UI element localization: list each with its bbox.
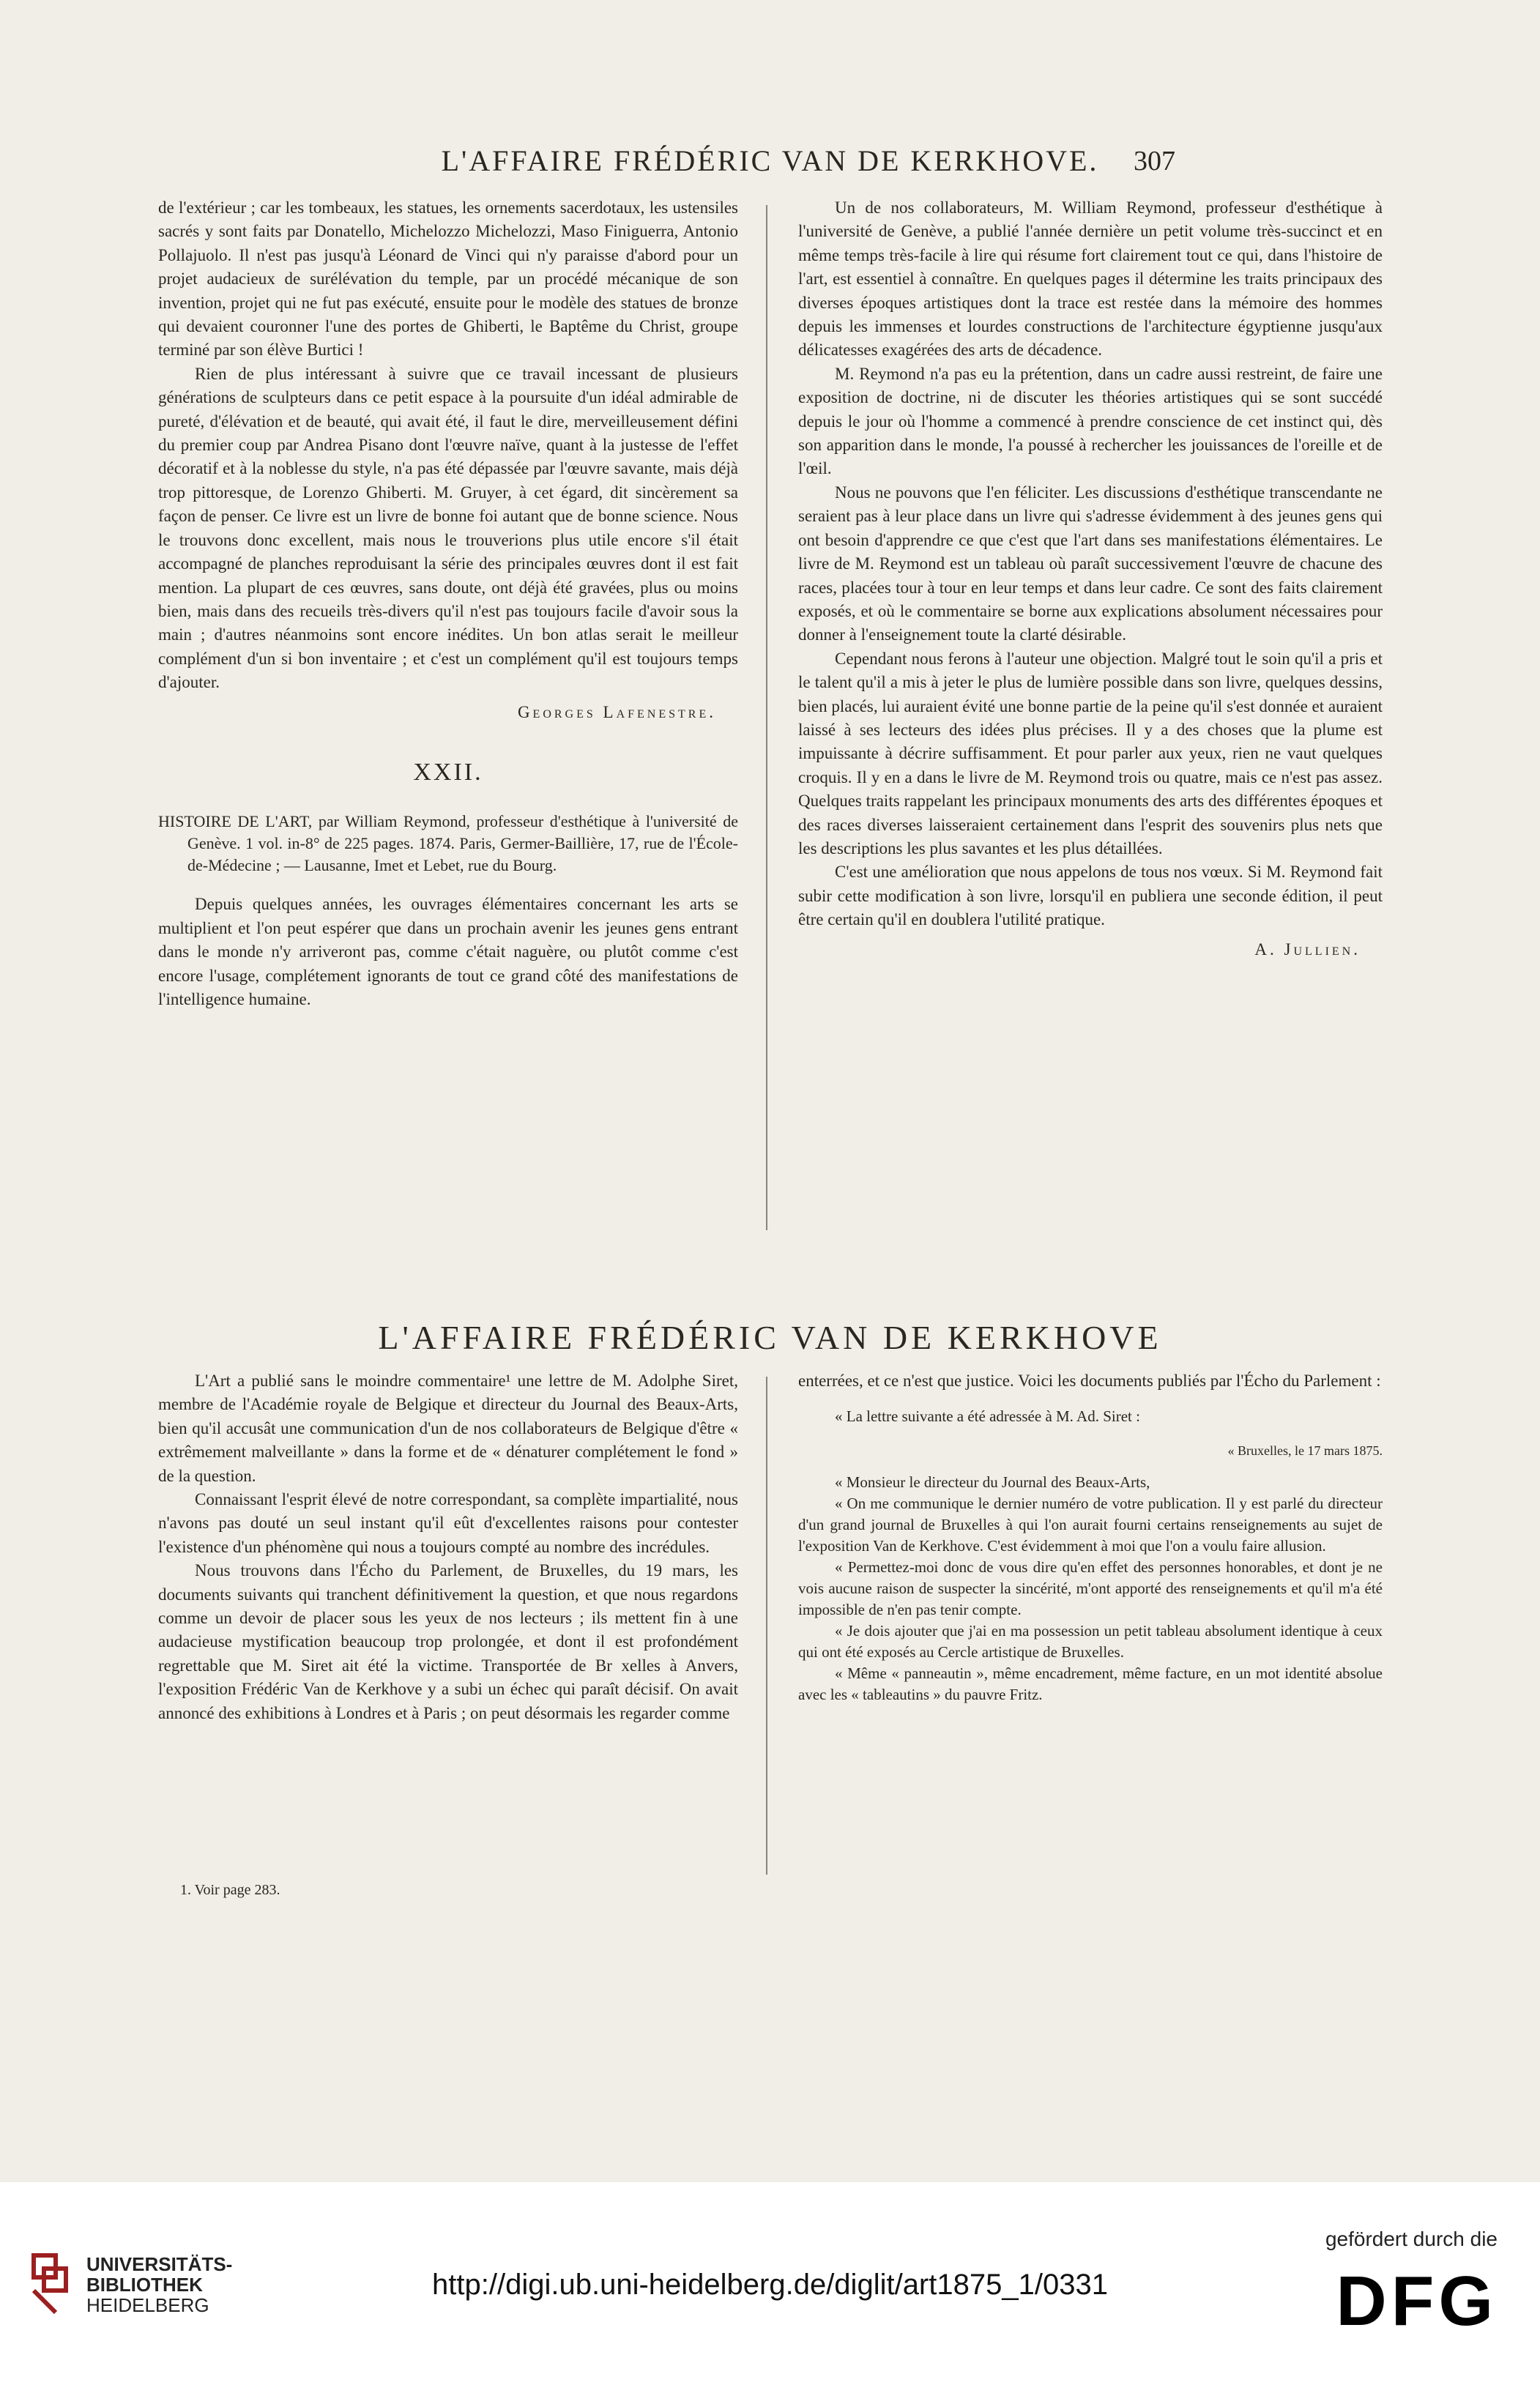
paragraph: « Même « panneautin », même encadrement, même facture, en un mot identité absolue avec les « tableautins » du pauvre Fritz. (798, 1664, 1383, 1704)
paragraph: Nous ne pouvons que l'en féliciter. Les discussions d'esthétique transcendante ne seraient pas à leur place dans un livre qui s'adresse évidemment à des jeunes gens qui ont besoin d'apprendre ce que c'est que l'art dans ses manifestations élémentaires. Le livre de M. Reymond est un tableau où paraît successivement l'œuvre de chacune des races, placées tour à tour en leur temps et dans leur cadre. Ce sont des faits clairement exposés, et où le commentaire se borne aux explications absolument nécessaires pour donner à l'enseignement toute la clarté désirable. (798, 483, 1383, 644)
paragraph: M. Reymond n'a pas eu la prétention, dans un cadre aussi restreint, de faire une exposition de doctrine, ni de discuter les théories artistiques qui se sont succédé depuis le jour où l'homme a commencé à prendre conscience de cet instinct qui, dès son apparition dans le monde, l'a poussé à rechercher les jouissances de l'oreille et de l'œil. (798, 364, 1383, 478)
article-title: L'AFFAIRE FRÉDÉRIC VAN DE KERKHOVE (378, 1319, 1162, 1356)
right-column (798, 196, 1383, 961)
signature: Georges Lafenestre. (517, 702, 716, 721)
letter-date: « Bruxelles, le 17 mars 1875. (1227, 1443, 1383, 1459)
paragraph: « La lettre suivante a été adressée à M. Ad. Siret : (835, 1407, 1140, 1426)
column-rule (766, 205, 767, 1230)
section-heading: XXII. (413, 758, 483, 786)
library-name-line: BIBLIOTHEK (86, 2274, 203, 2296)
paragraph: de l'extérieur ; car les tombeaux, les statues, les ornements sacerdotaux, les ustensiles sacrés y sont faits par Donatello, Michelozzo Michelozzi, Maso Finiguerra, Antonio Pollajuolo. Il n'est pas jusqu'à Léonard de Vinci qui n'y paraisse d'abord pour un projet audacieux de surélévation du temple, par un procédé mécanique de son invention, projet qui ne fut pas exécuté, ensuite pour le modèle des statues de bronze qui devaient couronner l'une des portes de Ghiberti, le Baptême du Christ, groupe terminé par son élève Burtici ! (158, 198, 738, 360)
signature: A. Jullien. (1254, 940, 1361, 959)
paragraph: C'est une amélioration que nous appelons de tous nos vœux. Si M. Reymond fait subir cette modification à son livre, lorsqu'il en publiera une seconde édition, il peut être certain qu'il en doublera l'utilité pratique. (798, 863, 1383, 929)
paragraph: Cependant nous ferons à l'auteur une objection. Malgré tout le soin qu'il a pris et le talent qu'il a mis à jeter le plus de lumière possible dans son livre, quelques dessins, bien placés, lui auraient évité une bonne partie de la peine qu'il s'est donnée et auraient laissé à ses lecteurs des idées plus précises. Il y a des choses que la plume est impuissante à décrire suffisamment. Et pour parler aux yeux, rien ne vaut quelques croquis. Il y en a dans le livre de M. Reymond trois ou quatre, mais ce n'est pas assez. Quelques traits rappelant les principaux monuments des arts des différentes époques et des races diverses laisseraient certainement dans l'esprit des souvenirs plus nets que les descriptions les plus savantes et les plus détaillées. (798, 649, 1383, 857)
article-right-column (798, 1369, 1383, 1705)
dfg-logo: DFG (1336, 2262, 1498, 2340)
library-name-line: HEIDELBERG (86, 2294, 209, 2316)
paragraph: L'Art a publié sans le moindre commentaire¹ une lettre de M. Adolphe Siret, membre de l'Académie royale de Belgique et directeur du Journal des Beaux-Arts, bien qu'il accusât une communication d'un de nos collaborateurs de Belgique d'être « extrêmement malveillante » dans la forme et de « dénaturer complétement le fond » de la question. (158, 1372, 738, 1485)
paragraph: « Permettez-moi donc de vous dire qu'en effet des personnes honorables, et dont je ne vois aucune raison de suspecter la sincérité, m'ont apporté des renseignements et qu'il m'a été impossible de n'en pas tenir compte. (798, 1558, 1383, 1619)
paragraph: Depuis quelques années, les ouvrages élémentaires concernant les arts se multiplient et l'on peut espérer que dans un prochain avenir les jeunes gens entrant dans le monde n'y arriveront pas, comme c'était naguère, ou plutôt comme c'est encore l'usage, complétement ignorants de tout ce grand côté des manifestations de l'intelligence humaine. (158, 895, 738, 1008)
paragraph: Rien de plus intéressant à suivre que ce travail incessant de plusieurs générations de sculpteurs dans ce petit espace à la poursuite d'un idéal admirable de pureté, d'élévation et de beauté, qui avait été, il faut le dire, merveilleusement défini du premier coup par Andrea Pisano dont l'œuvre naïve, quant à la justesse de l'effet décoratif et à la noblesse du style, n'a pas été dépassée par l'œuvre savante, mais déjà trop pittoresque, de Lorenzo Ghiberti. M. Gruyer, à cet égard, dit sincèrement sa façon de penser. Ce livre est un livre de bonne foi autant que de bonne science. Nous le trouvons donc excellent, mais nous le trouverions plus utile encore s'il était accompagné de planches reproduisant la série des principales œuvres dont il est fait mention. La plupart de ces œuvres, sans doute, ont déjà été gravées, plus ou moins bien, mais dans des recueils très-divers qu'il n'est pas toujours facile d'avoir sous la main ; d'autres néanmoins sont encore inédites. Un bon atlas serait le meilleur complément d'un si bon inventaire ; et c'est un complément qu'il est toujours temps d'ajouter. (158, 364, 738, 692)
left-column (158, 196, 738, 1011)
paragraph: enterrées, et ce n'est que justice. Voici les documents publiés par l'Écho du Parlement : (798, 1372, 1381, 1390)
paragraph: Nous trouvons dans l'Écho du Parlement, de Bruxelles, du 19 mars, les documents suivants qui tranchent définitivement la question, et que nous regardons comme un devoir de placer sous les yeux de nos lecteurs ; ils mettent fin à une audacieuse mystification beaucoup trop prolongée, et dont il est profondément regrettable que M. Siret ait été la victime. Transportée de Br xelles à Anvers, l'exposition Frédéric Van de Kerkhove y a subi un échec qui paraît décisif. On avait annoncé des exhibitions à Londres et à Paris ; on peut désormais les regarder comme (158, 1561, 738, 1722)
source-url-link[interactable]: http://digi.ub.uni-heidelberg.de/diglit/art1875_1/0331 (432, 2269, 1108, 2301)
paragraph: « Je dois ajouter que j'ai en ma possession un petit tableau absolument identique à ceux qui ont été exposés au Cercle artistique de Bruxelles. (798, 1622, 1383, 1662)
footnote: 1. Voir page 283. (180, 1882, 280, 1898)
library-name-line: UNIVERSITÄTS- (86, 2253, 233, 2275)
page-number: 307 (1134, 146, 1175, 176)
book-reference: HISTOIRE DE L'ART, par William Reymond, professeur d'esthétique à l'université de Genève. 1 vol. in-8° de 225 pages. 1874. Paris, Germer-Baillière, 17, rue de l'École-de-Médecine ; — Lausanne, Imet et Lebet, rue du Bourg. (158, 812, 738, 875)
funding-caption: gefördert durch die (1325, 2228, 1498, 2250)
column-rule (766, 1377, 767, 1875)
paragraph: Connaissant l'esprit élevé de notre correspondant, sa complète impartialité, nous n'avons pas douté un seul instant qu'il eût d'excellentes raisons pour contester l'existence d'un phénomène qui nous a toujours compté au nombre des incrédules. (158, 1490, 738, 1556)
article-left-column (158, 1369, 738, 1725)
paragraph: « Monsieur le directeur du Journal des Beaux-Arts, (835, 1473, 1150, 1492)
paragraph: Un de nos collaborateurs, M. William Reymond, professeur d'esthétique à l'université de Genève, a publié l'année dernière un petit volume très-succinct et en même temps très-facile à lire qui résume fort clairement tout ce qui, dans l'histoire de l'art, est essentiel à connaître. En quelques pages il détermine les traits principaux des diverses époques artistiques dont la trace est restée dans la mémoire des hommes depuis les immenses et lourdes constructions de l'architecture égyptienne jusqu'aux délicatesses exagérées des arts de décadence. (798, 198, 1383, 360)
footer-bar (0, 2182, 1540, 2385)
running-title: L'AFFAIRE FRÉDÉRIC VAN DE KERKHOVE. (441, 144, 1099, 177)
paragraph: « On me communique le dernier numéro de votre publication. Il y est parlé du directeur d'un grand journal de Bruxelles à qui l'on aurait fourni certains renseignements au sujet de l'exposition Van de Kerkhove. C'est évidemment à moi que l'on a voulu faire allusion. (798, 1495, 1383, 1555)
